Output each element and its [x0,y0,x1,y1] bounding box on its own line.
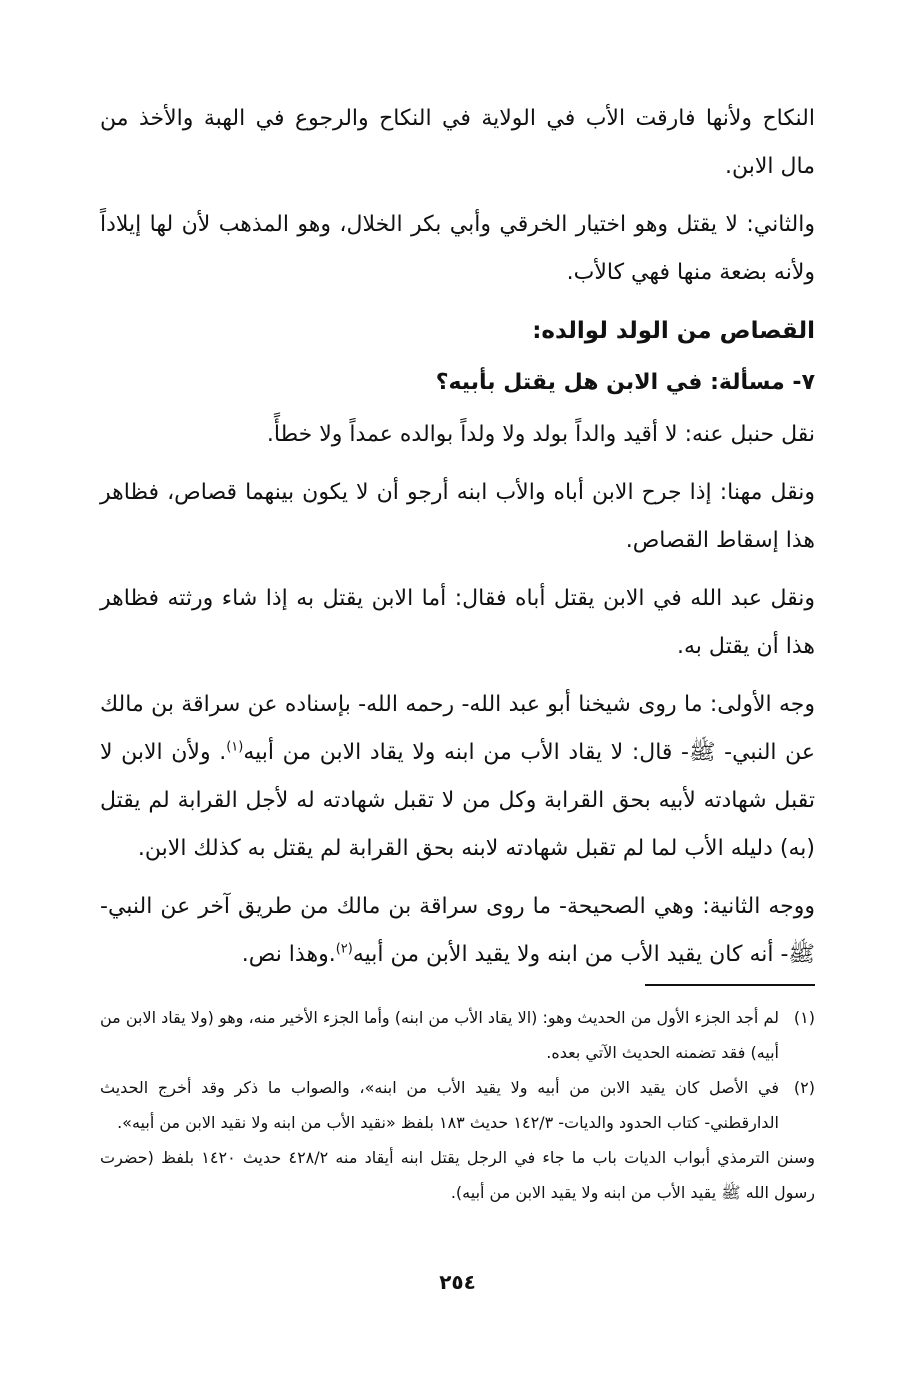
footnote-2 [100,1070,815,1140]
footnotes [100,1000,815,1210]
issue-title: ٧- مسألة: في الابن هل يقتل بأبيه؟ [435,370,815,395]
footnote-number: (١) [793,1008,815,1027]
footnote-separator [645,984,815,986]
section-heading: القصاص من الولد لوالده: [532,318,815,344]
paragraph-continuation: النكاح ولأنها فارقت الأب في الولاية في النكاح والرجوع في الهبة والأخذ من مال الابن. [100,106,815,179]
page-number: ٢٥٤ [439,1270,476,1294]
paragraph-muhanna-report: ونقل مهنا: إذا جرح الابن أباه والأب ابنه أرجو أن لا يكون بينهما قصاص، فظاهر هذا إسقاط القصاص. [100,480,815,553]
paragraph-hanbal-report: نقل حنبل عنه: لا أقيد والداً بولد ولا ولداً بوالده عمداً ولا خطأً. [266,422,815,447]
first-evidence-text: وجه الأولى: ما روى شيخنا أبو عبد الله- رحمه الله- بإسناده عن سراقة بن مالك عن النبي- ﷺ- قال: لا يقاد الأب من ابنه ولا يقاد الابن من أبيه [100,692,815,765]
footnote-text: لم أجد الجزء الأول من الحديث وهو: (الا يقاد الأب من ابنه) وأما الجزء الأخير منه، وهو (ولا يقاد الابن من أبيه) فقد تضمنه الحديث الآتي بعده. [100,1008,779,1062]
second-evidence-text: ووجه الثانية: وهي الصحيحة- ما روى سراقة بن مالك من طريق آخر عن النبي- ﷺ- أنه كان يقيد الأب من ابنه ولا يقيد الأبن من أبيه [100,894,815,967]
footnote-ref-1[interactable]: (١) [226,739,244,755]
footnote-continuation: وسنن الترمذي أبواب الديات باب ما جاء في الرجل يقتل ابنه أيقاد منه ٤٢٨/٢ حديث ١٤٢٠ بلفظ (حضرت رسول الله ﷺ يقيد الأب من ابنه ولا يقيد الابن من أبيه). [100,1148,815,1202]
footnote-text: في الأصل كان يقيد الابن من أبيه ولا يقيد الأب من ابنه»، والصواب ما ذكر وقد أخرج الحديث الدارقطني- كتاب الحدود والديات- ١٤٢/٣ حديث ١٨٣ بلفظ «نقيد الأب من ابنه ولا نقيد الابن من أبيه». [100,1078,779,1132]
main-text [100,95,815,979]
paragraph-first-evidence [100,681,815,873]
footnote-1 [100,1000,815,1070]
second-evidence-text-cont: .وهذا نص. [241,942,336,967]
footnote-ref-2[interactable]: (٢) [335,941,353,957]
paragraph-second-evidence [100,883,815,979]
first-evidence-text-cont: . ولأن الابن لا تقبل شهادته لأبيه بحق القرابة وكل من لا تقبل شهادته له لأجل القرابة لم يقتل (به) دليله الأب لما لم تقبل شهادته لابنه بحق القرابة لم يقتل به كذلك الابن. [100,740,815,861]
paragraph-abdullah-report: ونقل عبد الله في الابن يقتل أباه فقال: أما الابن يقتل به إذا شاء ورثته فظاهر هذا أن يقتل به. [100,586,815,659]
footnote-number: (٢) [793,1078,815,1097]
paragraph-second-opinion: والثاني: لا يقتل وهو اختيار الخرقي وأبي بكر الخلال، وهو المذهب لأن لها إيلاداً ولأنه بضعة منها فهي كالأب. [100,212,815,285]
